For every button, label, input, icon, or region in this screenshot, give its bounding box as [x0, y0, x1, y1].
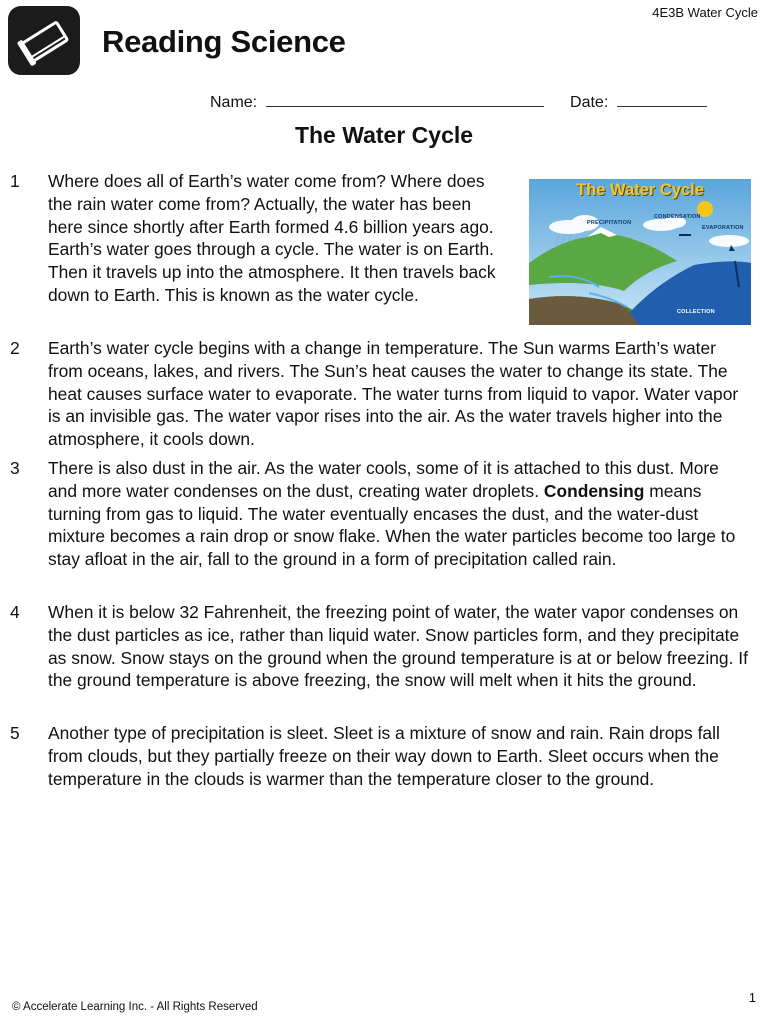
precipitation-label: PRECIPITATION — [587, 220, 632, 226]
paragraph-text — [48, 457, 750, 571]
paragraph-4 — [10, 601, 750, 692]
paragraph-number: 4 — [10, 602, 20, 622]
evaporation-label: EVAPORATION — [702, 225, 744, 231]
name-field[interactable] — [266, 91, 544, 107]
paragraph-number: 2 — [10, 338, 20, 358]
page-title: The Water Cycle — [294, 122, 474, 148]
paragraph-text-start: There is also dust in the air. As the water cools, some of it is attached to this dust. More and more water condenses on the dust, creating water droplets. — [48, 458, 719, 501]
paragraph-5 — [10, 722, 750, 790]
key-term-condensing: Condensing — [543, 480, 645, 501]
paragraph-3 — [10, 457, 750, 571]
copyright-footer: © Accelerate Learning Inc. - All Rights Reserved — [12, 1001, 258, 1013]
name-date-row — [210, 91, 707, 112]
paragraph-text: Where does all of Earth’s water come from? Where does the rain water come from? Actually, the water has been here since shortly after Earth formed 4.6 billion years ago. Earth’s water goes through a cycle. The water is on Earth. Then it travels up into the atmosphere. It then travels back down to Earth. This is known as the water cycle. — [48, 171, 496, 305]
paragraph-number: 3 — [10, 458, 20, 478]
paragraph-text-end: means turning from gas to liquid. The water eventually encases the dust, and the water-dust mixture becomes a rain drop or snow flake. When the water particles become too large to stay afloat in the air, fall to the ground in a form of precipitation called rain. — [48, 480, 736, 570]
name-label: Name: — [210, 94, 258, 111]
paragraph-2 — [10, 337, 750, 451]
paragraph-text: Earth’s water cycle begins with a change in temperature. The Sun warms Earth’s water from oceans, lakes, and rivers. The Sun’s heat causes the water to change its state. The heat causes surface water to evaporate. The water turns from liquid to vapor. Water vapor is an invisible gas. The water vapor rises into the air. As the water travels higher into the atmosphere, it cools down. — [48, 338, 739, 450]
paragraph-number: 1 — [10, 171, 20, 191]
date-field[interactable] — [617, 91, 707, 107]
collection-label: COLLECTION — [677, 309, 715, 315]
paragraph-text: Another type of precipitation is sleet. Sleet is a mixture of snow and rain. Rain drops fall from clouds, but they partially freeze on their way down to Earth. Sleet occurs when the temperature in the clouds is warmer than the temperature closer to the ground. — [48, 723, 720, 789]
page-number: 1 — [748, 990, 756, 1005]
paragraph-text: When it is below 32 Fahrenheit, the freezing point of water, the water vapor condenses on the dust particles as ice, rather than liquid water. Snow particles form, and they precipitate as snow. Snow stays on the ground when the ground temperature is at or below freezing. If the ground temperature is above freezing, the snow will melt when it hits the ground. — [48, 602, 748, 691]
figure-title: The Water Cycle — [576, 181, 704, 199]
brand-title: Reading Science — [102, 24, 346, 59]
paragraph-number: 5 — [10, 723, 20, 743]
condensation-label: CONDENSATION — [654, 214, 701, 220]
water-cycle-figure — [529, 179, 751, 325]
date-label: Date: — [570, 94, 609, 111]
book-logo-icon — [8, 6, 80, 75]
water-cycle-illustration — [529, 179, 751, 325]
lesson-code: 4E3B Water Cycle — [652, 5, 758, 20]
